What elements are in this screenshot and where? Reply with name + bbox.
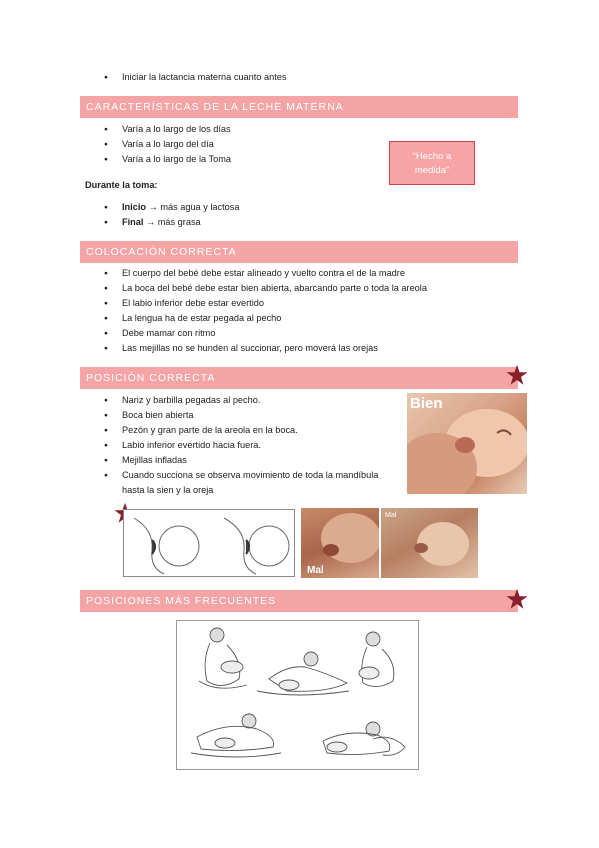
list-item: ● Nariz y barbilla pegadas al pecho. — [104, 393, 378, 408]
photo-correct-latch — [407, 393, 527, 494]
section-title: CARACTERÍSTICAS DE LA LECHE MATERNA — [86, 101, 344, 113]
list-item — [104, 200, 239, 215]
list-item: ● Labio inferior evertido hacia fuera. — [104, 438, 378, 453]
section-band-frecuentes — [80, 590, 518, 612]
list-item: ● El cuerpo del bebé debe estar alineado y vuelto contra el de la madre — [104, 266, 427, 281]
section-title: POSICIONES MÁS FRECUENTES — [86, 595, 277, 607]
photo-label-bad: Mal — [307, 565, 324, 576]
list-item: ● La lengua ha de estar pegada al pecho — [104, 311, 427, 326]
photo-incorrect-latch-2 — [381, 508, 478, 578]
star-icon — [506, 588, 528, 610]
toma-heading: Durante la toma: — [85, 180, 158, 190]
arrow-icon: → — [148, 202, 158, 212]
photo-label-good: Bien — [410, 395, 443, 412]
list-item: ● Boca bien abierta — [104, 408, 378, 423]
photo-label-bad: Mal — [385, 512, 397, 519]
star-icon — [506, 364, 528, 386]
posicion-list — [104, 393, 378, 483]
callout-box — [389, 141, 475, 185]
positions-line-drawing — [177, 621, 418, 769]
list-item: ● La boca del bebé debe estar bien abierta, abarcando parte o toda la areola — [104, 281, 427, 296]
list-item: ● Varía a lo largo de la Toma — [104, 152, 231, 167]
intro-list — [104, 70, 286, 85]
toma-desc: más agua y lactosa — [160, 202, 240, 212]
section-title: POSICIÓN CORRECTA — [86, 372, 216, 384]
latch-diagram — [123, 509, 295, 577]
colocacion-list — [104, 266, 427, 356]
section-band-colocacion — [80, 241, 518, 263]
photo-incorrect-latch-1 — [301, 508, 379, 578]
positions-illustration — [176, 620, 419, 770]
list-item: ● Debe mamar con ritmo — [104, 326, 427, 341]
list-item: ● Cuando succiona se observa movimiento de toda la mandíbula — [104, 468, 378, 483]
caracteristicas-list — [104, 122, 231, 167]
section-band-posicion — [80, 367, 518, 389]
list-item: ● El labio inferior debe estar evertido — [104, 296, 427, 311]
toma-term: Inicio — [122, 202, 146, 212]
toma-term: Final — [122, 217, 144, 227]
toma-list — [104, 200, 239, 230]
arrow-icon: → — [146, 217, 156, 227]
list-item: ● Las mejillas no se hunden al succionar, pero moverá las orejas — [104, 341, 427, 356]
list-item: ● Iniciar la lactancia materna cuanto antes — [104, 70, 286, 85]
list-item: ● Mejillas infladas — [104, 453, 378, 468]
toma-desc: más grasa — [157, 217, 201, 227]
list-item: ● Varía a lo largo del día — [104, 137, 231, 152]
list-continuation: hasta la sien y la oreja — [122, 485, 214, 495]
list-item: ● Varía a lo largo de los días — [104, 122, 231, 137]
section-band-caracteristicas — [80, 96, 518, 118]
list-item: ● Pezón y gran parte de la areola en la boca. — [104, 423, 378, 438]
list-item — [104, 215, 239, 230]
callout-text: “Hecho a medida” — [412, 151, 452, 176]
section-title: COLOCACIÓN CORRECTA — [86, 246, 237, 258]
latch-line-drawing — [124, 510, 294, 576]
